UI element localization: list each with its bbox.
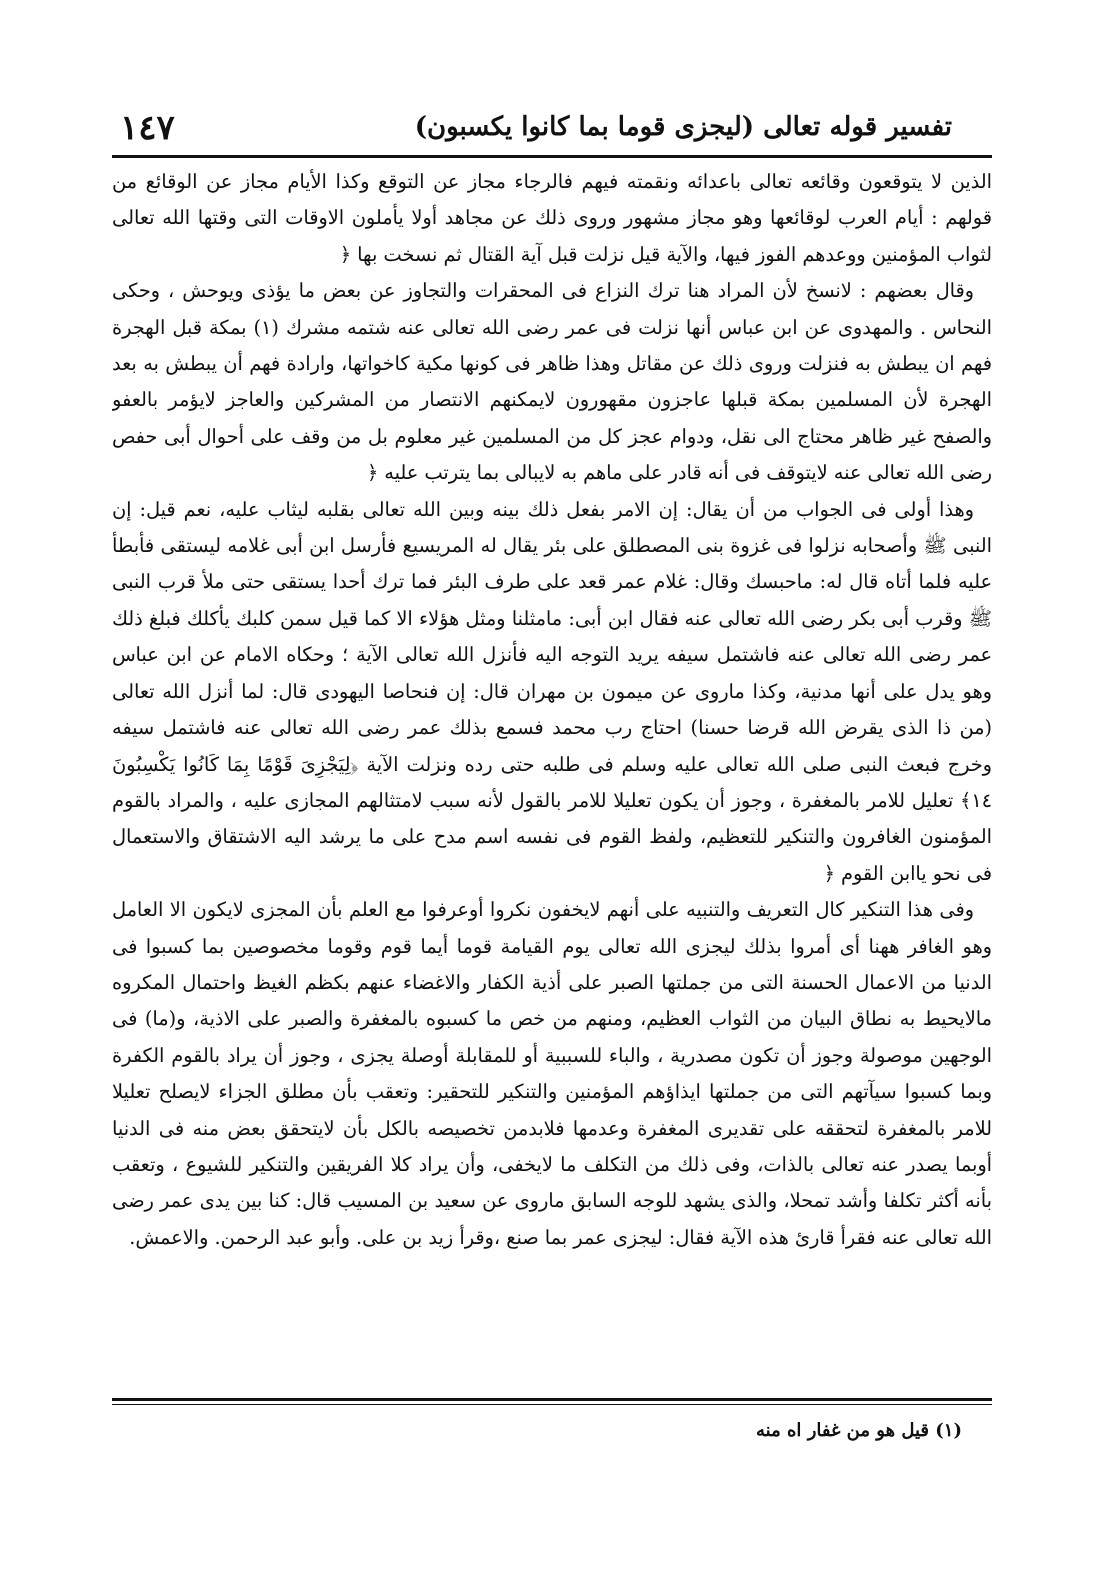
paragraph: الذين لا يتوقعون وقائعه تعالى باعدائه ونقمته فيهم فالرجاء مجاز عن التوقع وكذا الأيام مجاز عن الوقائع من قولهم : أيام العرب لوقائعها وهو مجاز مشهور وروى ذلك عن مجاهد أولا يأملون الاوقات التى وقتها الله تعالى لثواب المؤمنين ووعدهم الفوز فيها، والآية قيل نزلت قبل آية القتال ثم نسخت بها ﴿: [112, 170, 992, 266]
header-title: تفسير قوله تعالى (ليجزى قوما بما كانوا يكسبون): [414, 112, 952, 142]
footnote-rule: [112, 1398, 992, 1401]
book-page: [112, 108, 992, 1488]
footnote-rule-thin: [112, 1404, 992, 1405]
page-number: ١٤٧: [120, 108, 175, 148]
paragraph: وفى هذا التنكير كال التعريف والتنبيه على أنهم لايخفون نكروا أوعرفوا مع العلم بأن المجزى لايكون الا العامل وهو الغافر ههنا أى أمروا بذلك ليجزى الله تعالى يوم القيامة قوما أيما قوم وقوما مخصوصين بما كسبوا فى الدنيا من الاعمال الحسنة التى من جملتها الصبر على أذية الكفار والاغضاء عنهم بكظم الغيظ واحتمال المكروه مالايحيط به نطاق البيان من الثواب العظيم، ومنهم من خص ما كسبوه بالمغفرة والصبر على الاذية، و(ما) فى الوجهين موصولة وجوز أن تكون مصدرية ، والباء للسببية أو للمقابلة أوصلة يجزى ، وجوز أن يراد بالقوم الكفرة وبما كسبوا سيآتهم التى من جملتها ايذاؤهم المؤمنين والتنكير للتحقير: وتعقب بأن مطلق الجزاء لايصلح تعليلا للامر بالمغفرة لتحققه على تقديرى المغفرة وعدمها فلابدمن تخصيصه بالكل بأن لايتحقق بعض منه فى الدنيا أوبما يصدر عنه تعالى بالذات، وفى ذلك من التكلف ما لايخفى، وأن يراد كلا الفريقين والتنكير للشيوع ، وتعقب بأنه أكثر تكلفا وأشد تمحلا، والذى يشهد للوجه السابق ماروى عن سعيد بن المسيب قال: كنا بين يدى عمر رضى الله تعالى عنه فقرأ قارئ هذه الآية فقال: ليجزى عمر بما صنع ،وقرأ زيد بن على. وأبو عبد الرحمن. والاعمش.: [112, 898, 992, 1249]
paragraph: وهذا أولى فى الجواب من أن يقال: إن الامر بفعل ذلك بينه وبين الله تعالى بقلبه ليثاب عليه، نعم قيل: إن النبى ﷺ وأصحابه نزلوا فى غزوة بنى المصطلق على بئر يقال له المريسيع فأرسل ابن أبى غلامه ليستقى فأبطأ عليه فلما أتاه قال له: ماحبسك وقال: غلام عمر قعد على طرف البئر فما ترك أحدا يستقى حتى ملأ قرب النبى ﷺ وقرب أبى بكر رضى الله تعالى عنه فقال ابن أبى: مامثلنا ومثل هؤلاء الا كما قيل سمن كلبك يأكلك فبلغ ذلك عمر رضى الله تعالى عنه فاشتمل سيفه يريد التوجه اليه فأنزل الله تعالى الآية ؛ وحكاه الامام عن ابن عباس وهو يدل على أنها مدنية، وكذا ماروى عن ميمون بن مهران قال: إن فنحاصا اليهودى قال: لما أنزل الله تعالى (من ذا الذى يقرض الله قرضا حسنا) احتاج رب محمد فسمع بذلك عمر رضى الله تعالى عنه فاشتمل سيفه وخرج فبعث النبى صلى الله تعالى عليه وسلم فى طلبه حتى رده ونزلت الآية ﴿لِيَجْزِىَ قَوْمًا بِمَا كَانُوا يَكْسِبُونَ ١٤﴾ تعليل للامر بالمغفرة ، وجوز أن يكون تعليلا للامر بالقول لأنه سبب لامتثالهم المجازى عليه ، والمراد بالقوم المؤمنون الغافرون والتنكير للتعظيم، ولفظ القوم فى نفسه اسم مدح على ما يرشد اليه الاشتقاق والاستعمال فى نحو ياابن القوم ﴿: [112, 497, 992, 885]
main-text: [112, 164, 992, 1394]
running-header: [112, 108, 992, 154]
paragraph: وقال بعضهم : لانسخ لأن المراد هنا ترك النزاع فى المحقرات والتجاوز عن بعض ما يؤذى ويوحش ، وحكى النحاس . والمهدوى عن ابن عباس أنها نزلت فى عمر رضى الله تعالى عنه شتمه مشرك (١) بمكة قبل الهجرة فهم ان يبطش به فنزلت وروى ذلك عن مقاتل وهذا ظاهر فى كونها مكية كاخواتها، وارادة فهم أن يبطش به بعد الهجرة لأن المسلمين بمكة قبلها عاجزون مقهورون لايمكنهم الانتصار من المشركين والعاجز لايؤمر بالعفو والصفح غير ظاهر محتاج الى نقل، ودوام عجز كل من المسلمين غير معلوم بل من وقف على أحوال أبى حفص رضى الله تعالى عنه لايتوقف فى أنه قادر على ماهم به لايبالى بما يترتب عليه ﴿: [112, 279, 992, 485]
footnote: (١) قيل هو من غفار اه منه: [756, 1420, 962, 1441]
header-rule: [112, 155, 992, 158]
